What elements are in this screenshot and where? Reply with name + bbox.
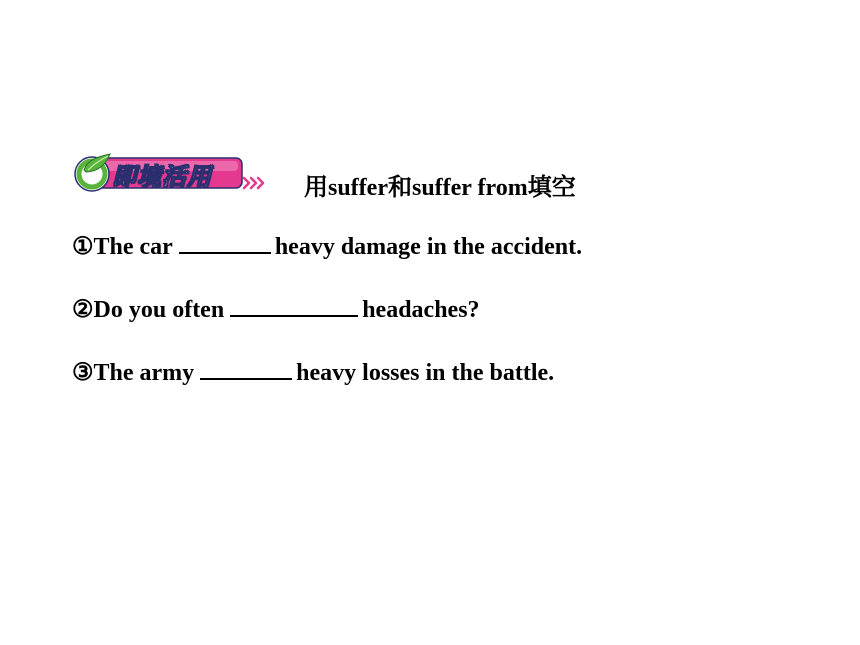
exercise-item-3 [72, 356, 554, 387]
fill-in-blank[interactable] [230, 293, 358, 317]
exercise-number: ③ [72, 360, 94, 386]
fill-in-blank[interactable] [179, 230, 271, 254]
exercise-text-after: heavy losses in the battle. [296, 360, 555, 386]
badge-label: 即境活用 [112, 163, 212, 191]
exercise-text-before: The car [93, 234, 173, 260]
exercise-number: ② [72, 297, 94, 323]
exercise-text-before: Do you often [93, 297, 225, 323]
section-header [72, 152, 632, 201]
exercise-text-before: The army [93, 360, 195, 386]
exercise-number: ① [72, 234, 94, 260]
exercise-item-2 [72, 293, 480, 324]
instruction-text: 用suffer和suffer from填空 [304, 175, 576, 201]
exercise-text-after: headaches? [362, 297, 480, 323]
exercise-text-after: heavy damage in the accident. [274, 234, 583, 260]
section-badge [72, 152, 272, 196]
fill-in-blank[interactable] [200, 356, 292, 380]
exercise-item-1 [72, 230, 582, 261]
